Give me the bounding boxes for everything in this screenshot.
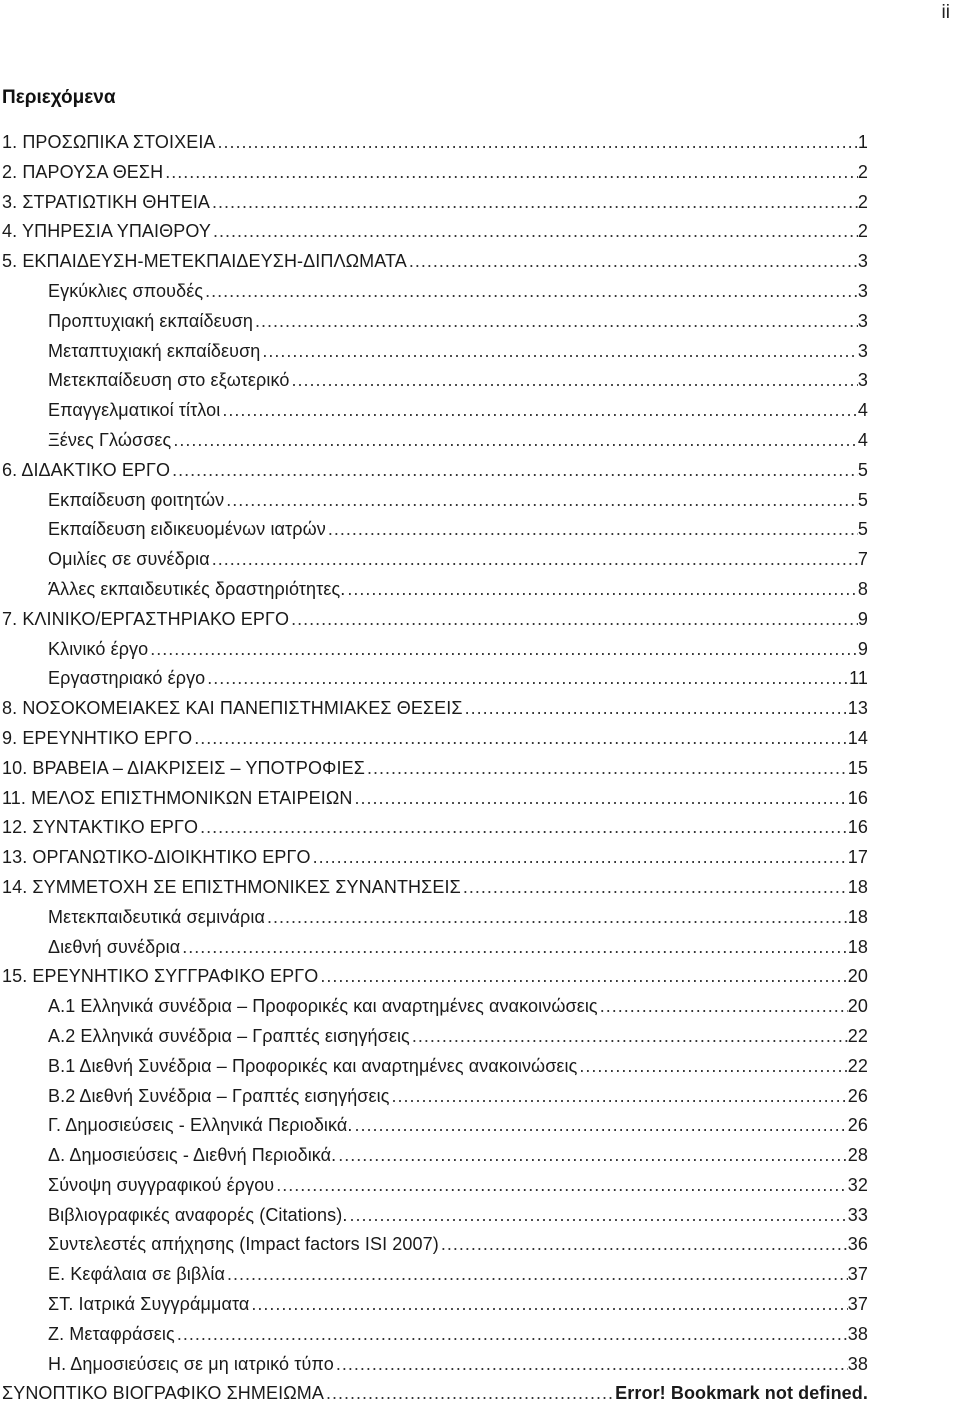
toc-entry-page: 5 — [857, 519, 868, 540]
toc-entry-page: 20 — [847, 966, 868, 987]
toc-entry[interactable] — [0, 307, 868, 337]
toc-entry-page: 37 — [847, 1294, 868, 1315]
toc-entry[interactable] — [0, 158, 868, 188]
toc-entry[interactable] — [0, 784, 868, 814]
toc-entry[interactable] — [0, 1320, 868, 1350]
toc-entry-label: Επαγγελματικοί τίτλοι — [48, 400, 221, 421]
toc-entry[interactable] — [0, 575, 868, 605]
toc-dot-leader — [461, 873, 848, 903]
toc-entry-page: 14 — [847, 727, 868, 748]
toc-entry[interactable] — [0, 664, 868, 694]
toc-entry-page: 16 — [847, 787, 868, 808]
toc-dot-leader — [210, 188, 858, 218]
toc-dot-leader — [148, 635, 858, 665]
toc-entry-page: 28 — [847, 1145, 868, 1166]
toc-entry-label: 5. ΕΚΠΑΙΔΕΥΣΗ-ΜΕΤΕΚΠΑΙΔΕΥΣΗ-ΔΙΠΛΩΜΑΤΑ — [2, 251, 407, 272]
toc-dot-leader — [216, 128, 858, 158]
toc-entry[interactable] — [0, 396, 868, 426]
toc-entry-page: 33 — [847, 1204, 868, 1225]
toc-entry-page: 11 — [849, 668, 868, 689]
toc-entry-page: 26 — [847, 1115, 868, 1136]
toc-dot-leader — [192, 724, 848, 754]
toc-entry-page: 7 — [857, 549, 868, 570]
toc-entry-label: Εκπαίδευση φοιτητών — [48, 489, 225, 510]
toc-entry-label: Προπτυχιακή εκπαίδευση — [48, 310, 254, 331]
toc-entry-label: Ξένες Γλώσσες — [48, 429, 172, 450]
toc-entry[interactable] — [0, 188, 868, 218]
toc-entry-label: 4. ΥΠΗΡΕΣΙΑ ΥΠΑΙΘΡΟΥ — [2, 221, 211, 242]
toc-dot-leader — [324, 1379, 615, 1409]
toc-title: Περιεχόμενα — [2, 87, 116, 108]
toc-entry[interactable] — [0, 426, 868, 456]
toc-entry-page: 3 — [857, 370, 868, 391]
toc-entry[interactable] — [0, 933, 868, 963]
toc-entry[interactable] — [0, 1350, 868, 1380]
toc-entry-label: ΣΥΝΟΠΤΙΚΟ ΒΙΟΓΡΑΦΙΚΟ ΣΗΜΕΙΩΜΑ — [2, 1383, 324, 1404]
toc-entry[interactable] — [0, 337, 868, 367]
toc-entry[interactable] — [0, 635, 868, 665]
toc-entry[interactable] — [0, 605, 868, 635]
toc-dot-leader — [390, 1082, 848, 1112]
toc-entry[interactable] — [0, 366, 868, 396]
toc-entry[interactable] — [0, 277, 868, 307]
toc-entry-page: 36 — [847, 1234, 868, 1255]
toc-dot-leader — [463, 694, 848, 724]
toc-entry-label: Διεθνή συνέδρια — [48, 936, 181, 957]
toc-entry-page: 2 — [857, 161, 868, 182]
toc-entry-page: 1 — [857, 132, 868, 152]
toc-dot-leader — [163, 158, 858, 188]
toc-dot-leader — [345, 575, 858, 605]
toc-entry-label: Άλλες εκπαιδευτικές δραστηριότητες. — [48, 578, 346, 599]
toc-entry-label: Σύνοψη συγγραφικού έργου — [48, 1174, 275, 1195]
toc-entry-label: Βιβλιογραφικές αναφορές (Citations). — [48, 1204, 348, 1225]
toc-dot-leader — [318, 962, 847, 992]
toc-entry-label: 1. ΠΡΟΣΩΠΙΚΑ ΣΤΟΙΧΕΙΑ — [2, 132, 216, 152]
toc-entry[interactable] — [0, 694, 868, 724]
toc-entry-label: Συντελεστές απήχησης (Impact factors ISI 2007) — [48, 1234, 439, 1255]
toc-entry-page: 9 — [857, 608, 868, 629]
toc-entry-page: 4 — [857, 429, 868, 450]
toc-entry-label: Η. Δημοσιεύσεις σε μη ιατρικό τύπο — [48, 1353, 334, 1374]
toc-entry-page: Error! Bookmark not defined. — [615, 1383, 868, 1404]
toc-entry-page: 3 — [857, 251, 868, 272]
toc-entry-label: Δ. Δημοσιεύσεις - Διεθνή Περιοδικά. — [48, 1145, 337, 1166]
toc-entry-label: 13. ΟΡΓΑΝΩΤΙΚΟ-ΔΙΟΙΚΗΤΙΚΟ ΕΡΓΟ — [2, 847, 311, 868]
toc-dot-leader — [365, 754, 848, 784]
toc-entry[interactable] — [0, 1111, 868, 1141]
toc-entry-page: 20 — [847, 996, 868, 1017]
toc-entry-label: 6. ΔΙΔΑΚΤΙΚΟ ΕΡΓΟ — [2, 459, 171, 480]
toc-entry[interactable] — [0, 1230, 868, 1260]
toc-entry[interactable] — [0, 1052, 868, 1082]
toc-entry-label: Εγκύκλιες σπουδές — [48, 280, 204, 301]
toc-dot-leader — [289, 605, 858, 635]
toc-entry[interactable] — [0, 1171, 868, 1201]
toc-entry-label: Ζ. Μεταφράσεις — [48, 1323, 175, 1344]
toc-dot-leader — [274, 1171, 848, 1201]
toc-entry[interactable] — [0, 1141, 868, 1171]
toc-dot-leader — [311, 843, 848, 873]
toc-dot-leader — [265, 903, 848, 933]
toc-dot-leader — [205, 664, 849, 694]
toc-entry[interactable] — [0, 515, 868, 545]
toc-entry-page: 3 — [857, 280, 868, 301]
toc-dot-leader — [170, 456, 858, 486]
toc-entry[interactable] — [0, 456, 868, 486]
toc-entry-page: 17 — [847, 847, 868, 868]
toc-dot-leader — [577, 1052, 847, 1082]
toc-entry-page: 3 — [857, 340, 868, 361]
toc-entry[interactable] — [0, 1379, 868, 1409]
toc-entry[interactable] — [0, 1201, 868, 1231]
toc-entry[interactable] — [0, 813, 868, 843]
toc-entry[interactable] — [0, 217, 868, 247]
toc-dot-leader — [175, 1320, 848, 1350]
toc-dot-leader — [224, 486, 858, 516]
toc-dot-leader — [171, 426, 858, 456]
toc-entry-label: Ε. Κεφάλαια σε βιβλία — [48, 1264, 226, 1285]
toc-dot-leader — [220, 396, 858, 426]
toc-entry-label: Γ. Δημοσιεύσεις - Ελληνικά Περιοδικά. — [48, 1115, 353, 1136]
toc-entry-label: Α.2 Ελληνικά συνέδρια – Γραπτές εισηγήσεις — [48, 1025, 410, 1046]
toc-entry-page: 2 — [857, 221, 868, 242]
toc-dot-leader — [249, 1290, 847, 1320]
toc-entry-page: 3 — [857, 310, 868, 331]
toc-entry[interactable] — [0, 1260, 868, 1290]
toc-dot-leader — [289, 366, 857, 396]
toc-dot-leader — [410, 1022, 848, 1052]
toc-entry-page: 18 — [847, 876, 868, 897]
toc-dot-leader — [210, 545, 858, 575]
toc-entry-page: 22 — [847, 1025, 868, 1046]
toc-entry-page: 37 — [847, 1264, 868, 1285]
toc-entry[interactable] — [0, 992, 868, 1022]
toc-entry[interactable] — [0, 962, 868, 992]
toc-entry-label: 15. ΕΡΕΥΝΗΤΙΚΟ ΣΥΓΓΡΑΦΙΚΟ ΕΡΓΟ — [2, 966, 319, 987]
toc-entry-label: 12. ΣΥΝΤΑΚΤΙΚΟ ΕΡΓΟ — [2, 817, 199, 838]
toc-entry-label: Εκπαίδευση ειδικευομένων ιατρών — [48, 519, 326, 540]
toc-dot-leader — [407, 247, 858, 277]
toc-entry-label: 14. ΣΥΜΜΕΤΟΧΗ ΣΕ ΕΠΙΣΤΗΜΟΝΙΚΕΣ ΣΥΝΑΝΤΗΣΕΙΣ — [2, 876, 461, 897]
table-of-contents — [0, 128, 868, 1409]
toc-entry-label: Α.1 Ελληνικά συνέδρια – Προφορικές και αναρτημένες ανακοινώσεις — [48, 996, 598, 1017]
toc-entry-label: 10. ΒΡΑΒΕΙΑ – ΔΙΑΚΡΙΣΕΙΣ – ΥΠΟΤΡΟΦΙΕΣ — [2, 757, 365, 778]
toc-dot-leader — [353, 784, 848, 814]
toc-entry[interactable] — [0, 247, 868, 277]
toc-entry[interactable] — [0, 873, 868, 903]
toc-entry-label: Β.2 Διεθνή Συνέδρια – Γραπτές εισηγήσεις — [48, 1085, 390, 1106]
toc-entry-label: Κλινικό έργο — [48, 638, 149, 659]
toc-entry-label: Ομιλίες σε συνέδρια — [48, 549, 210, 570]
toc-entry-label: Μετεκπαιδευτικά σεμινάρια — [48, 906, 265, 927]
toc-dot-leader — [334, 1350, 848, 1380]
toc-entry-label: 9. ΕΡΕΥΝΗΤΙΚΟ ΕΡΓΟ — [2, 727, 193, 748]
toc-entry-label: ΣΤ. Ιατρικά Συγγράμματα — [48, 1294, 250, 1315]
toc-entry-label: Μετεκπαίδευση στο εξωτερικό — [48, 370, 290, 391]
toc-entry-label: 11. ΜΕΛΟΣ ΕΠΙΣΤΗΜΟΝΙΚΩΝ ΕΤΑΙΡΕΙΩΝ — [2, 787, 353, 808]
toc-entry[interactable] — [0, 843, 868, 873]
toc-entry-label: 8. ΝΟΣΟΚΟΜΕΙΑΚΕΣ ΚΑΙ ΠΑΝΕΠΙΣΤΗΜΙΑΚΕΣ ΘΕΣΕΙΣ — [2, 698, 463, 719]
toc-entry-page: 38 — [847, 1323, 868, 1344]
toc-entry[interactable] — [0, 754, 868, 784]
toc-dot-leader — [347, 1201, 847, 1231]
toc-dot-leader — [211, 217, 858, 247]
toc-dot-leader — [326, 515, 858, 545]
toc-entry-label: 2. ΠΑΡΟΥΣΑ ΘΕΣΗ — [2, 161, 164, 182]
toc-dot-leader — [260, 337, 857, 367]
toc-dot-leader — [225, 1260, 848, 1290]
toc-entry-page: 2 — [857, 191, 868, 212]
toc-entry-page: 26 — [847, 1085, 868, 1106]
toc-entry-label: 3. ΣΤΡΑΤΙΩΤΙΚΗ ΘΗΤΕΙΑ — [2, 191, 211, 212]
toc-entry-label: Εργαστηριακό έργο — [48, 668, 206, 689]
toc-entry[interactable] — [0, 724, 868, 754]
toc-entry-page: 5 — [857, 489, 868, 510]
toc-dot-leader — [598, 992, 848, 1022]
toc-entry[interactable] — [0, 545, 868, 575]
toc-entry-page: 18 — [847, 906, 868, 927]
toc-entry[interactable] — [0, 128, 868, 158]
toc-entry-page: 16 — [847, 817, 868, 838]
toc-entry-page: 4 — [857, 400, 868, 421]
toc-entry[interactable] — [0, 1022, 868, 1052]
toc-dot-leader — [253, 307, 858, 337]
toc-entry-page: 15 — [847, 757, 868, 778]
toc-entry[interactable] — [0, 486, 868, 516]
toc-entry-page: 8 — [857, 578, 868, 599]
toc-dot-leader — [336, 1141, 847, 1171]
toc-dot-leader — [439, 1230, 848, 1260]
toc-entry[interactable] — [0, 1290, 868, 1320]
toc-entry-page: 32 — [847, 1174, 868, 1195]
toc-dot-leader — [180, 933, 848, 963]
toc-entry-label: 7. ΚΛΙΝΙΚΟ/ΕΡΓΑΣΤΗΡΙΑΚΟ ΕΡΓΟ — [2, 608, 290, 629]
toc-entry[interactable] — [0, 1082, 868, 1112]
toc-entry-label: Β.1 Διεθνή Συνέδρια – Προφορικές και αναρτημένες ανακοινώσεις — [48, 1055, 578, 1076]
toc-dot-leader — [198, 813, 848, 843]
toc-entry-page: 9 — [857, 638, 868, 659]
toc-entry-page: 18 — [847, 936, 868, 957]
toc-entry-page: 22 — [847, 1055, 868, 1076]
toc-entry[interactable] — [0, 903, 868, 933]
page-number: ii — [941, 2, 950, 23]
toc-entry-label: Μεταπτυχιακή εκπαίδευση — [48, 340, 261, 361]
toc-dot-leader — [203, 277, 858, 307]
toc-entry-page: 13 — [847, 698, 868, 719]
toc-entry-page: 38 — [847, 1353, 868, 1374]
toc-dot-leader — [353, 1111, 848, 1141]
toc-entry-page: 5 — [857, 459, 868, 480]
